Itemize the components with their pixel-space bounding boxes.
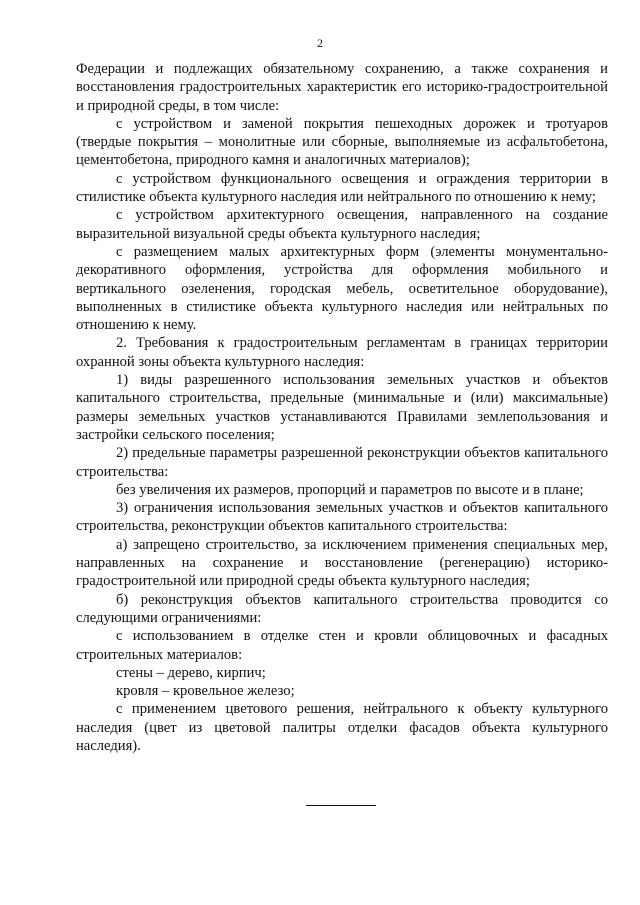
paragraph: 3) ограничения использования земельных участков и объектов капитального строительства, реконструкции объектов капитального строительства: [76,500,608,535]
footer-divider [306,805,376,806]
paragraph: с устройством функционального освещения и ограждения территории в стилистике объекта культурного наследия или нейтрального по отношению к нему; [76,170,608,206]
section-heading: 2. Требования к градостроительным регламентам в границах территории охранной зоны объекта культурного наследия: [76,335,608,370]
paragraph: с размещением малых архитектурных форм (элементы монументально-декоративного оформления, устройства для оформления мобильного и вертикального озеленения, городская мебель, осветительное оборудование), выполненных в стилистике объекта культурного наследия или нейтральных по отношению к нему. [76,243,608,334]
paragraph: с применением цветового решения, нейтрального к объекту культурного наследия (цвет из цветовой палитры отделки фасадов объекта культурного наследия). [76,701,608,754]
paragraph: кровля – кровельное железо; [116,683,295,700]
paragraph: 2) предельные параметры разрешенной реконструкции объектов капитального строительства: [76,445,608,480]
paragraph: с устройством архитектурного освещения, направленного на создание выразительной визуальной среды объекта культурного наследия; [76,207,608,242]
paragraph: с использованием в отделке стен и кровли облицовочных и фасадных строительных материалов: [76,628,608,663]
paragraph: стены – дерево, кирпич; [116,664,266,681]
document-body [76,60,608,755]
paragraph: б) реконструкция объектов капитального строительства проводится со следующими ограничениями: [76,591,608,626]
paragraph: 1) виды разрешенного использования земельных участков и объектов капитального строительства, предельные (минимальные и (или) максимальные) размеры земельных участков устанавливаются Правилами землепользования и застройки сельского поселения; [76,372,608,443]
paragraph: без увеличения их размеров, пропорций и параметров по высоте и в плане; [116,481,584,498]
paragraph: Федерации и подлежащих обязательному сохранению, а также сохранения и восстановления градостроительных характеристик его историко-градостроительной и природной среды, в том числе: [76,61,608,114]
page-number: 2 [317,36,323,50]
paragraph: а) запрещено строительство, за исключением применения специальных мер, направленных на сохранение и восстановление (регенерацию) историко-градостроительной или природной среды объекта культурного наследия; [76,536,608,590]
paragraph: с устройством и заменой покрытия пешеходных дорожек и тротуаров (твердые покрытия – монолитные или сборные, выполняемые из асфальтобетона, цементобетона, природного камня и аналогичных материалов); [76,115,608,169]
